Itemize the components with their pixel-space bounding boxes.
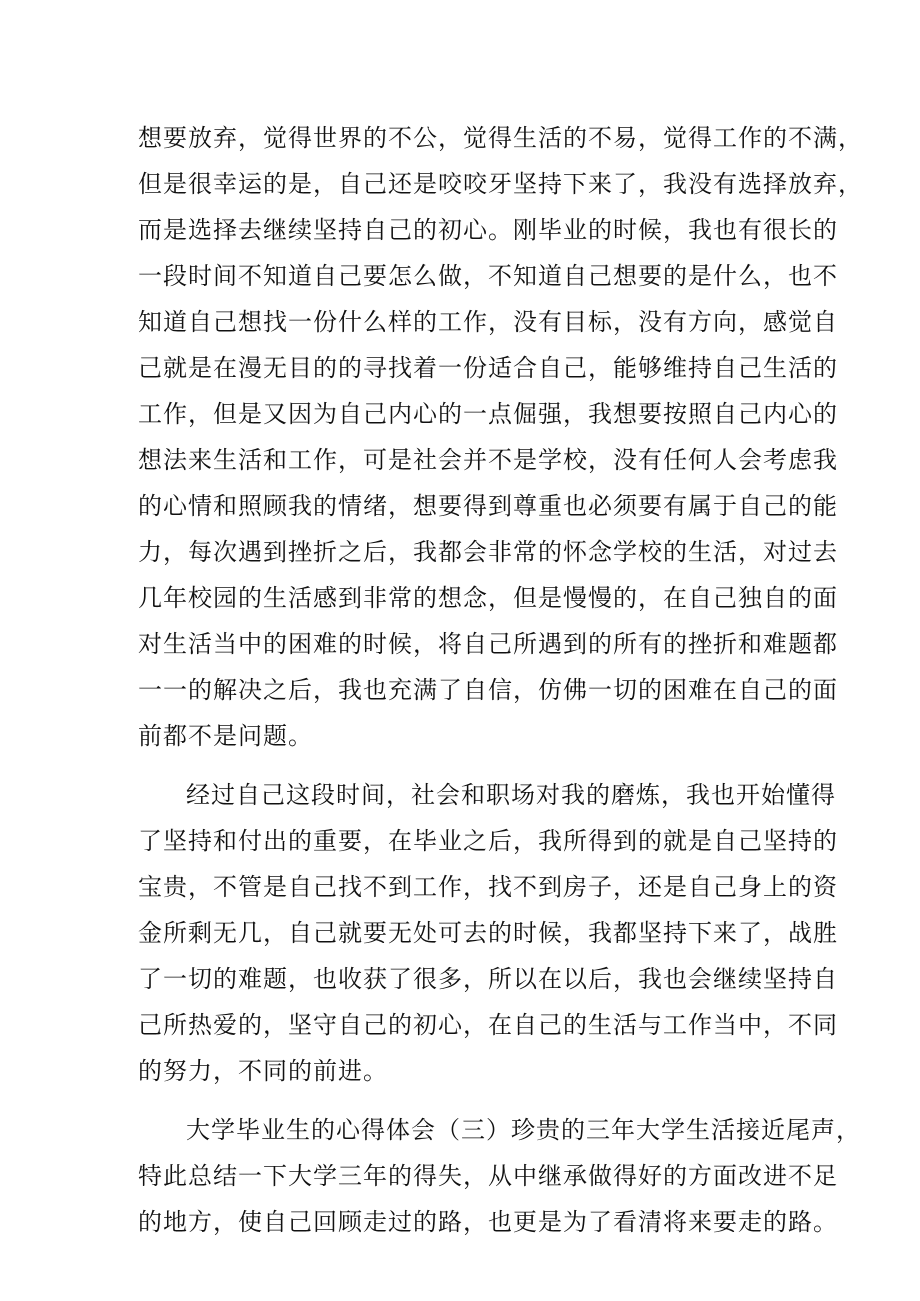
text-line: 但是很幸运的是，自己还是咬咬牙坚持下来了，我没有选择放弃， (138, 170, 863, 198)
text-line: 前都不是问题。 (138, 722, 313, 750)
text-line: 的努力，不同的前进。 (138, 1057, 388, 1085)
text-line: 力，每次遇到挫折之后，我都会非常的怀念学校的生活，对过去 (138, 538, 838, 566)
text-line: 几年校园的生活感到非常的想念，但是慢慢的，在自己独自的面 (138, 584, 838, 612)
text-line: 己就是在漫无目的的寻找着一份适合自己，能够维持自己生活的 (138, 354, 838, 382)
paragraph-3 (138, 1107, 861, 1245)
text-line-first: 经过自己这段时间，社会和职场对我的磨炼，我也开始懂得 (186, 781, 836, 809)
text-line: 工作，但是又因为自己内心的一点倔强，我想要按照自己内心的 (138, 400, 838, 428)
text-line: 想要放弃，觉得世界的不公，觉得生活的不易，觉得工作的不满， (138, 124, 863, 152)
paragraph-spacer (138, 759, 818, 772)
text-line: 金所剩无几，自己就要无处可去的时候，我都坚持下来了，战胜 (138, 919, 838, 947)
text-line: 想法来生活和工作，可是社会并不是学校，没有任何人会考虑我 (138, 446, 838, 474)
text-line: 的心情和照顾我的情绪，想要得到尊重也必须要有属于自己的能 (138, 492, 838, 520)
paragraph-spacer (138, 1094, 818, 1107)
paragraph-1 (138, 115, 863, 759)
text-line: 了一切的难题，也收获了很多，所以在以后，我也会继续坚持自 (138, 965, 838, 993)
text-line-first: 大学毕业生的心得体会（三）珍贵的三年大学生活接近尾声， (186, 1116, 861, 1144)
text-line: 的地方，使自己回顾走过的路，也更是为了看清将来要走的路。 (138, 1208, 838, 1236)
text-line: 宝贵，不管是自己找不到工作，找不到房子，还是自己身上的资 (138, 873, 838, 901)
text-line: 对生活当中的困难的时候，将自己所遇到的所有的挫折和难题都 (138, 630, 838, 658)
text-line: 特此总结一下大学三年的得失，从中继承做得好的方面改进不足 (138, 1162, 838, 1190)
paragraph-2 (138, 772, 838, 1094)
text-line: 了坚持和付出的重要，在毕业之后，我所得到的就是自己坚持的 (138, 827, 838, 855)
text-line: 一一的解决之后，我也充满了自信，仿佛一切的困难在自己的面 (138, 676, 838, 704)
document-body (138, 115, 863, 1245)
text-line: 而是选择去继续坚持自己的初心。刚毕业的时候，我也有很长的 (138, 216, 838, 244)
text-line: 知道自己想找一份什么样的工作，没有目标，没有方向，感觉自 (138, 308, 838, 336)
text-line: 一段时间不知道自己要怎么做，不知道自己想要的是什么，也不 (138, 262, 838, 290)
text-line: 己所热爱的，坚守自己的初心，在自己的生活与工作当中，不同 (138, 1011, 838, 1039)
